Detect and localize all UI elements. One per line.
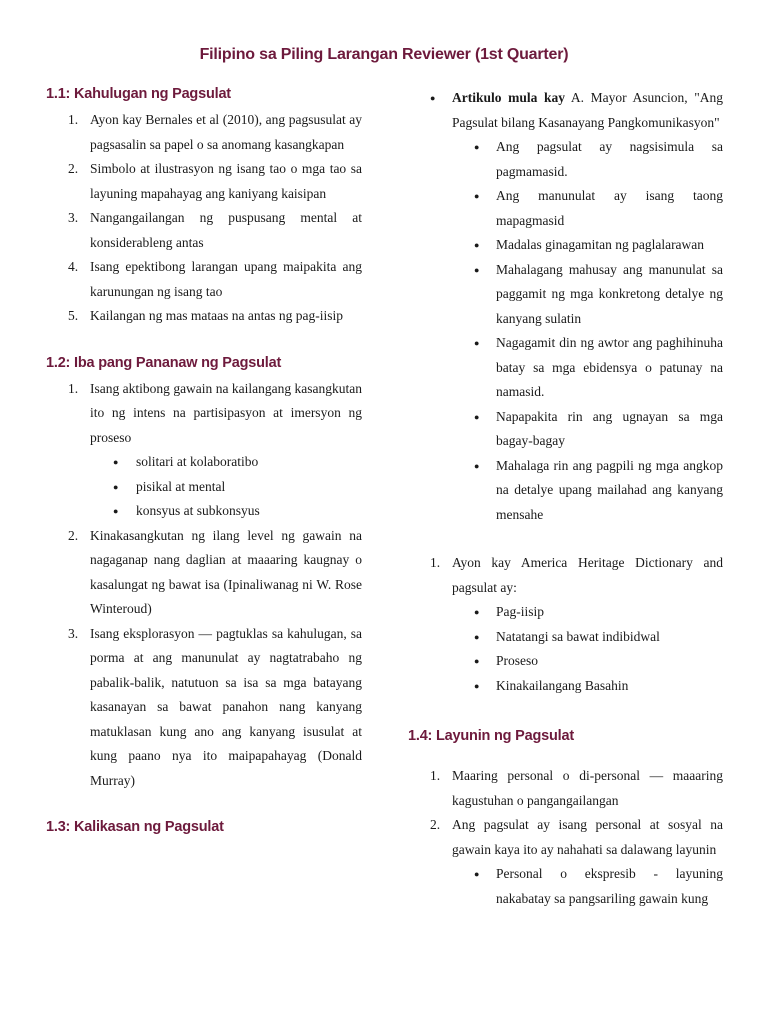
bullet-item: ● Kinakailangang Basahin [408,674,723,699]
bullet-item: ● pisikal at mental [46,475,362,500]
bullet-list-artikulo [408,135,723,527]
bullet-item: ● Ang pagsulat ay nagsisimula sa pagmamasid. [408,135,723,184]
bullet-item: ● Natatangi sa bawat indibidwal [408,625,723,650]
list-item: 1. Ayon kay Bernales et al (2010), ang pagsusulat ay pagsasalin sa papel o sa anomang kasangkapan [68,112,362,152]
bullet-item: ● Napapakita rin ang ugnayan sa mga bagay-bagay [408,405,723,454]
bullet-item: ● Pag-iisip [408,600,723,625]
bullet-list-1-2 [46,450,362,524]
list-item: 3. Nangangailangan ng puspusang mental at konsiderableng antas [68,210,362,250]
list-item: 4. Isang epektibong larangan upang maipakita ang karunungan ng isang tao [68,259,362,299]
list-item: 1. Maaring personal o di-personal — maaaring kagustuhan o pangangailangan [430,768,723,808]
section-heading-1-1: 1.1: Kahulugan ng Pagsulat [46,86,231,102]
list-1-4 [408,764,723,862]
section-heading-1-3: 1.3: Kalikasan ng Pagsulat [46,819,224,835]
left-column [46,86,362,835]
bullet-item-artikulo: ● Artikulo mula kay A. Mayor Asuncion, "Ang Pagsulat bilang Kasanayang Pangkomunikasyon" [408,86,723,135]
list-item: 2. Kinakasangkutan ng ilang level ng gawain na nagaganap nang daglian at maaaring kaugnay o kasalungat ng bawat isa (Ipinaliwanag ni W. Rose Winteroud) [68,527,362,616]
list-item: 2. Simbolo at ilustrasyon ng isang tao o mga tao sa layuning mapahayag ang kaniyang kaisipan [68,161,362,201]
list-1-2 [46,377,362,451]
section-heading-1-4: 1.4: Layunin ng Pagsulat [408,728,575,744]
bullet-item: ● Madalas ginagamitan ng paglalarawan [408,233,723,258]
bullet-item: ● Proseso [408,649,723,674]
document-title: Filipino sa Piling Larangan Reviewer (1st Quarter) [199,46,569,63]
bullet-list-heritage [408,600,723,698]
list-item: 3. Isang eksplorasyon — pagtuklas sa kahulugan, sa porma at ang manunulat ay nagtatrabaho ng pabalik-balik, natutuon sa isa sa mga batayang kasanayan sa bawat panahon nang kanyang matuklasan kung ano ang kanyang isusulat at kung paano nya ito maipapahayag (Donald Murray) [68,625,362,788]
bullet-item: ● solitari at kolaboratibo [46,450,362,475]
section-heading-1-2: 1.2: Iba pang Pananaw ng Pagsulat [46,354,282,371]
list-item: 1. Isang aktibong gawain na kailangang kasangkutan ito ng intens na partisipasyon at imersyon ng proseso [68,380,362,445]
bullet-item: ● Personal o ekspresib - layuning nakabatay sa pangsariling gawain kung [408,862,723,911]
bullet-item: ● Ang manunulat ay isang taong mapagmasid [408,184,723,233]
bullet-item: ● Nagagamit din ng awtor ang paghihinuha batay sa mga ebidensya o patunay na namasid. [408,331,723,405]
list-1-1 [46,108,362,329]
list-item: 1. Ayon kay America Heritage Dictionary and pagsulat ay: [430,555,723,595]
list-item: 2. Ang pagsulat ay isang personal at sosyal na gawain kaya ito ay nahahati sa dalawang layunin [430,817,723,857]
list-item: 5. Kailangan ng mas mataas na antas ng pag-iisip [68,308,344,323]
right-column [408,86,723,911]
bullet-item: ● konsyus at subkonsyus [46,499,362,524]
bullet-item: ● Mahalagang mahusay ang manunulat sa paggamit ng mga konkretong detalye ng kanyang sulatin [408,258,723,332]
bullet-item: ● Mahalaga rin ang pagpili ng mga angkop na detalye upang mailahad ang kanyang mensahe [408,454,723,528]
